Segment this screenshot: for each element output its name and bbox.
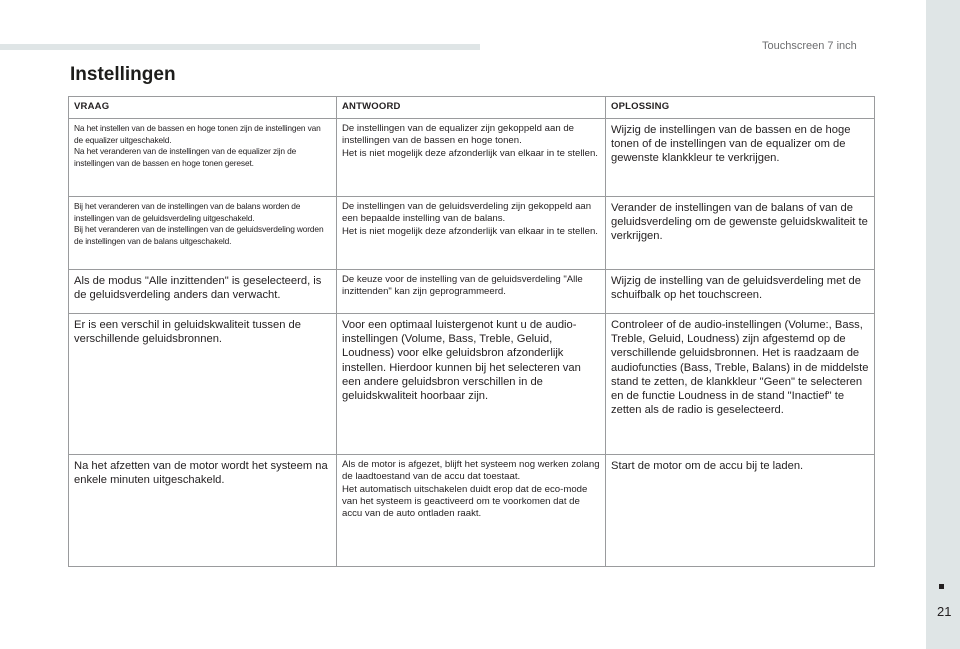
table-header-row	[69, 97, 875, 119]
table-row	[69, 119, 875, 197]
cell-vraag: Als de modus "Alle inzittenden" is geselecteerd, is de geluidsverdeling anders dan verwacht.	[69, 270, 337, 314]
cell-oplossing: Wijzig de instelling van de geluidsverdeling met de schuifbalk op het touchscreen.	[606, 270, 875, 314]
header-accent-bar	[0, 44, 480, 50]
column-header-antwoord: ANTWOORD	[337, 97, 606, 119]
cell-antwoord: Als de motor is afgezet, blijft het systeem nog werken zolang de laadtoestand van de accu dat toestaat. Het automatisch uitschakelen duidt erop dat de eco-mode van het systeem is geactiveerd om te voorkomen dat de accu van de auto ontladen raakt.	[337, 455, 606, 567]
cell-oplossing: Wijzig de instellingen van de bassen en de hoge tonen of de instellingen van de equalizer om de gewenste klankkleur te verkrijgen.	[606, 119, 875, 197]
cell-antwoord: De keuze voor de instelling van de geluidsverdeling "Alle inzittenden" kan zijn geprogrammeerd.	[337, 270, 606, 314]
table-row	[69, 455, 875, 567]
page-side-strip	[926, 0, 960, 649]
page-number: 21	[937, 604, 952, 619]
cell-oplossing: Controleer of de audio-instellingen (Volume:, Bass, Treble, Geluid, Loudness) zijn afgestemd op de verschillende geluidsbronnen. Het is raadzaam de audiofuncties (Bass, Treble, Balans) in de middelste stand te zetten, de klankkleur "Geen" te selecteren en de functie Loudness in de stand "Inactief" te zetten als de radio is geselecteerd.	[606, 314, 875, 455]
cell-antwoord: De instellingen van de equalizer zijn gekoppeld aan de instellingen van de bassen en hoge tonen. Het is niet mogelijk deze afzonderlijk van elkaar in te stellen.	[337, 119, 606, 197]
page-marker	[939, 584, 944, 589]
cell-vraag: Er is een verschil in geluidskwaliteit tussen de verschillende geluidsbronnen.	[69, 314, 337, 455]
faq-table	[68, 96, 875, 567]
page-title: Instellingen	[70, 64, 176, 85]
cell-antwoord: De instellingen van de geluidsverdeling zijn gekoppeld aan een bepaalde instelling van de balans. Het is niet mogelijk deze afzonderlijk van elkaar in te stellen.	[337, 197, 606, 270]
table-row	[69, 270, 875, 314]
cell-antwoord: Voor een optimaal luistergenot kunt u de audio-instellingen (Volume, Bass, Treble, Geluid, Loudness) voor elke geluidsbron afzonderlijk instellen. Hierdoor kunnen bij het selecteren van een andere geluidsbron verschillen in de geluidskwaliteit hoorbaar zijn.	[337, 314, 606, 455]
table-row	[69, 314, 875, 455]
cell-vraag: Na het instellen van de bassen en hoge tonen zijn de instellingen van de equalizer uitgeschakeld. Na het veranderen van de instellingen van de equalizer zijn de instellingen van de bassen en hoge tonen gereset.	[69, 119, 337, 197]
cell-vraag: Bij het veranderen van de instellingen van de balans worden de instellingen van de geluidsverdeling uitgeschakeld. Bij het veranderen van de instellingen van de geluidsverdeling worden de instellingen van de balans uitgeschakeld.	[69, 197, 337, 270]
column-header-oplossing: OPLOSSING	[606, 97, 875, 119]
section-title: Touchscreen 7 inch	[762, 40, 857, 52]
cell-oplossing: Verander de instellingen van de balans of van de geluidsverdeling om de gewenste geluidskwaliteit te verkrijgen.	[606, 197, 875, 270]
table-row	[69, 197, 875, 270]
cell-vraag: Na het afzetten van de motor wordt het systeem na enkele minuten uitgeschakeld.	[69, 455, 337, 567]
column-header-vraag: VRAAG	[69, 97, 337, 119]
cell-oplossing: Start de motor om de accu bij te laden.	[606, 455, 875, 567]
